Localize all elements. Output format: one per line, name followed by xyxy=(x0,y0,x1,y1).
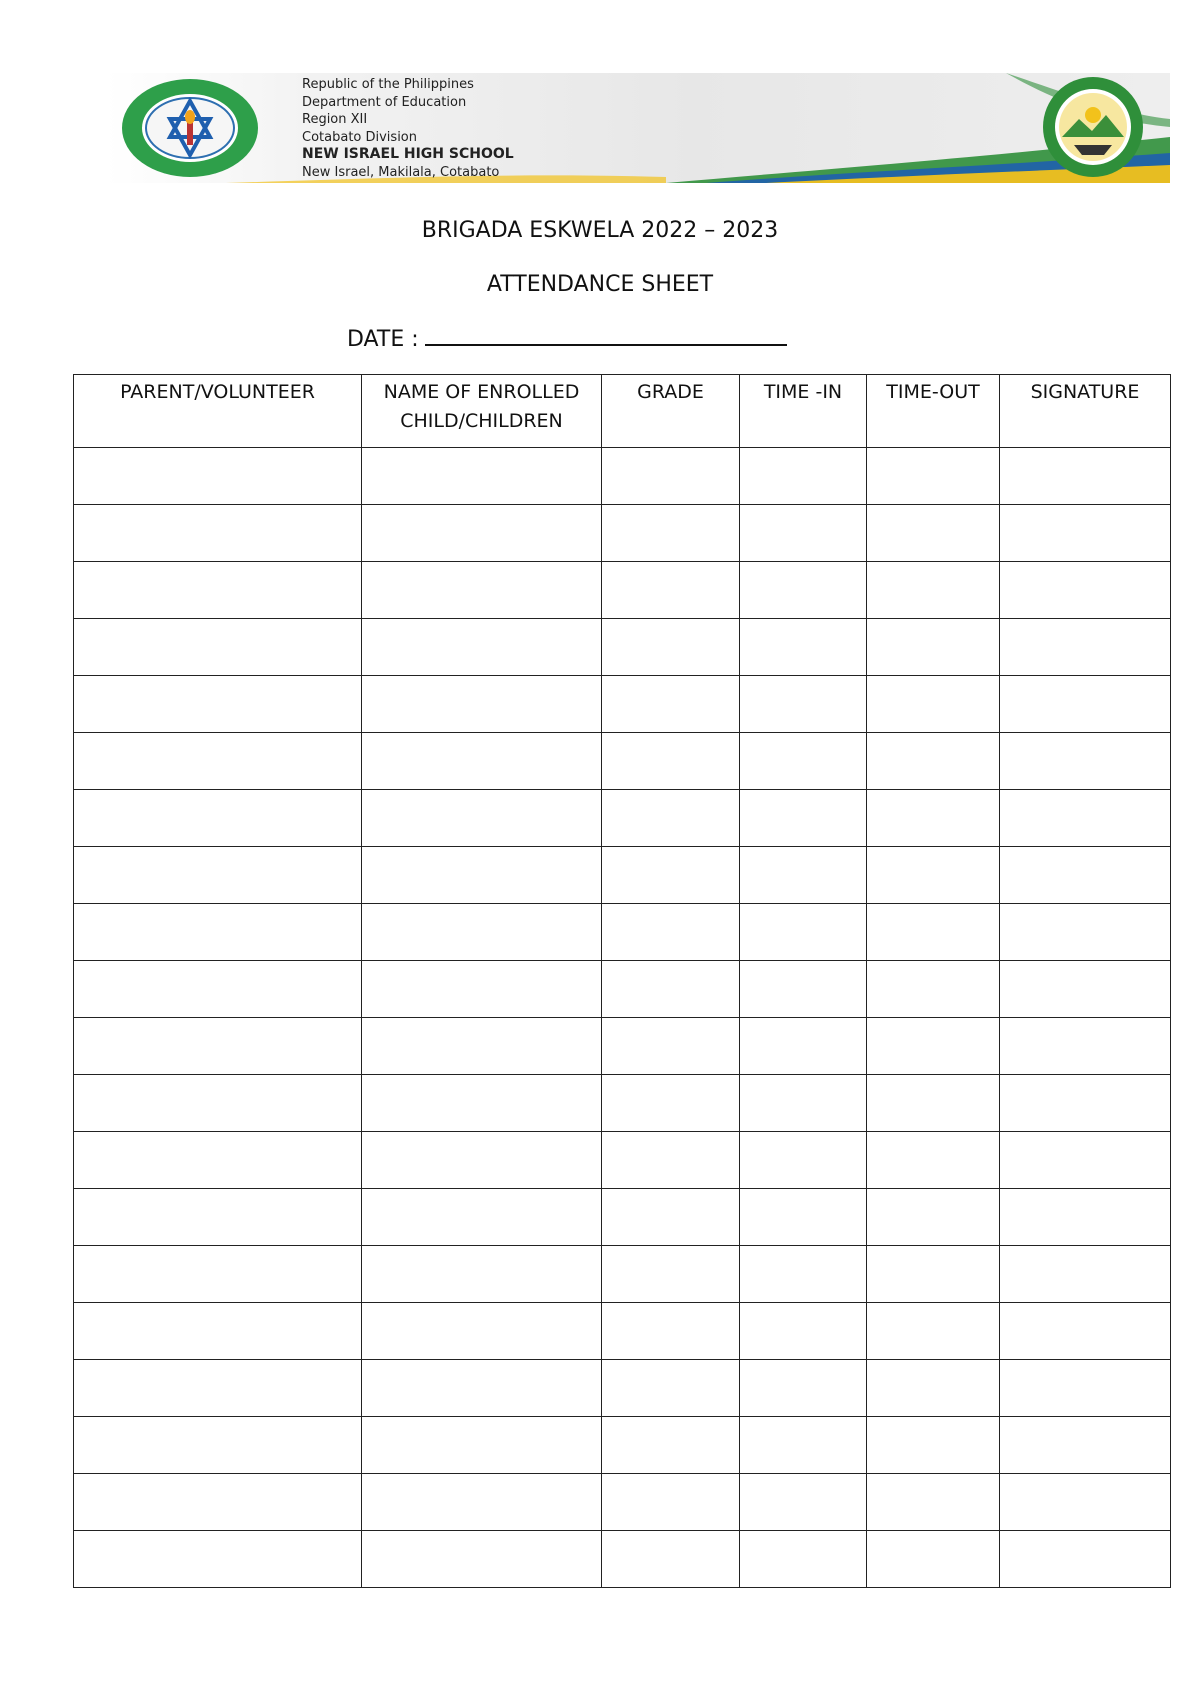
header-banner xyxy=(106,73,1170,183)
table-body xyxy=(74,448,1171,1588)
table-cell[interactable] xyxy=(362,790,602,847)
table-cell[interactable] xyxy=(1000,1075,1171,1132)
table-cell[interactable] xyxy=(867,1417,1000,1474)
header-republic: Republic of the Philippines xyxy=(302,77,474,92)
table-cell[interactable] xyxy=(602,1075,740,1132)
table-row xyxy=(74,1531,1171,1588)
table-cell[interactable] xyxy=(362,1246,602,1303)
table-cell[interactable] xyxy=(740,676,867,733)
table-cell[interactable] xyxy=(74,1303,362,1360)
table-cell[interactable] xyxy=(74,1531,362,1588)
table-cell[interactable] xyxy=(362,1417,602,1474)
table-cell[interactable] xyxy=(74,1360,362,1417)
table-cell[interactable] xyxy=(867,1474,1000,1531)
table-header-row xyxy=(74,375,1171,448)
table-cell[interactable] xyxy=(867,961,1000,1018)
table-cell[interactable] xyxy=(602,1018,740,1075)
table-cell[interactable] xyxy=(602,1474,740,1531)
table-cell[interactable] xyxy=(362,1075,602,1132)
table-cell[interactable] xyxy=(362,1132,602,1189)
table-row xyxy=(74,1018,1171,1075)
table-cell[interactable] xyxy=(1000,1132,1171,1189)
table-cell[interactable] xyxy=(74,505,362,562)
table-cell[interactable] xyxy=(602,1360,740,1417)
table-row xyxy=(74,1075,1171,1132)
table-cell[interactable] xyxy=(1000,619,1171,676)
table-row xyxy=(74,1474,1171,1531)
banner-swoosh xyxy=(106,73,1170,183)
table-cell[interactable] xyxy=(867,619,1000,676)
table-cell[interactable] xyxy=(602,847,740,904)
table-cell[interactable] xyxy=(867,676,1000,733)
table-cell[interactable] xyxy=(740,1360,867,1417)
table-cell[interactable] xyxy=(1000,733,1171,790)
table-cell[interactable] xyxy=(740,1189,867,1246)
table-cell[interactable] xyxy=(74,961,362,1018)
table-cell[interactable] xyxy=(74,562,362,619)
table-row xyxy=(74,1132,1171,1189)
table-cell[interactable] xyxy=(867,733,1000,790)
table-row xyxy=(74,847,1171,904)
table-cell[interactable] xyxy=(74,1417,362,1474)
table-cell[interactable] xyxy=(1000,1360,1171,1417)
table-cell[interactable] xyxy=(1000,1531,1171,1588)
table-cell[interactable] xyxy=(1000,961,1171,1018)
table-cell[interactable] xyxy=(362,562,602,619)
table-cell[interactable] xyxy=(740,790,867,847)
table-cell[interactable] xyxy=(602,733,740,790)
table-cell[interactable] xyxy=(74,847,362,904)
table-cell[interactable] xyxy=(602,904,740,961)
table-cell[interactable] xyxy=(74,619,362,676)
table-cell[interactable] xyxy=(602,448,740,505)
table-cell[interactable] xyxy=(867,1075,1000,1132)
table-cell[interactable] xyxy=(362,961,602,1018)
header-school-name: NEW ISRAEL HIGH SCHOOL xyxy=(302,146,514,163)
table-cell[interactable] xyxy=(362,1360,602,1417)
table-cell[interactable] xyxy=(602,1246,740,1303)
table-cell[interactable] xyxy=(867,904,1000,961)
table-cell[interactable] xyxy=(602,1417,740,1474)
table-row xyxy=(74,733,1171,790)
table-cell[interactable] xyxy=(362,1474,602,1531)
table-cell[interactable] xyxy=(1000,1474,1171,1531)
table-cell[interactable] xyxy=(1000,1189,1171,1246)
table-cell[interactable] xyxy=(867,448,1000,505)
header-text-block xyxy=(302,76,514,182)
table-cell[interactable] xyxy=(740,904,867,961)
table-cell[interactable] xyxy=(740,1303,867,1360)
table-cell[interactable] xyxy=(362,1303,602,1360)
table-cell[interactable] xyxy=(1000,790,1171,847)
col-signature: SIGNATURE xyxy=(1000,375,1171,448)
table-cell[interactable] xyxy=(362,847,602,904)
table-cell[interactable] xyxy=(740,1246,867,1303)
table-cell[interactable] xyxy=(602,1132,740,1189)
table-cell[interactable] xyxy=(362,676,602,733)
table-cell[interactable] xyxy=(1000,448,1171,505)
table-cell[interactable] xyxy=(867,847,1000,904)
table-cell[interactable] xyxy=(867,1132,1000,1189)
table-cell[interactable] xyxy=(1000,676,1171,733)
table-row xyxy=(74,961,1171,1018)
table-cell[interactable] xyxy=(362,733,602,790)
table-cell[interactable] xyxy=(362,1531,602,1588)
table-cell[interactable] xyxy=(74,904,362,961)
table-cell[interactable] xyxy=(74,1132,362,1189)
table-row xyxy=(74,505,1171,562)
col-grade: GRADE xyxy=(602,375,740,448)
header-region: Region XII xyxy=(302,112,368,128)
table-cell[interactable] xyxy=(602,505,740,562)
table-cell[interactable] xyxy=(74,1189,362,1246)
table-cell[interactable] xyxy=(362,904,602,961)
table-cell[interactable] xyxy=(74,733,362,790)
header-department: Department of Education xyxy=(302,94,467,110)
date-field xyxy=(347,326,787,352)
table-cell[interactable] xyxy=(740,562,867,619)
table-cell[interactable] xyxy=(740,1474,867,1531)
table-cell[interactable] xyxy=(602,619,740,676)
col-time-out: TIME-OUT xyxy=(867,375,1000,448)
school-seal-logo xyxy=(120,77,260,179)
table-cell[interactable] xyxy=(867,1303,1000,1360)
table-cell[interactable] xyxy=(867,1360,1000,1417)
table-cell[interactable] xyxy=(602,1531,740,1588)
table-cell[interactable] xyxy=(74,1246,362,1303)
col-enrolled-child: NAME OF ENROLLED CHILD/CHILDREN xyxy=(362,375,602,448)
document-title: BRIGADA ESKWELA 2022 – 2023 xyxy=(421,218,779,243)
table-cell[interactable] xyxy=(74,448,362,505)
table-row xyxy=(74,1303,1171,1360)
table-cell[interactable] xyxy=(362,505,602,562)
table-row xyxy=(74,1246,1171,1303)
table-cell[interactable] xyxy=(1000,562,1171,619)
table-cell[interactable] xyxy=(867,1189,1000,1246)
table-cell[interactable] xyxy=(602,961,740,1018)
table-cell[interactable] xyxy=(867,1531,1000,1588)
table-row xyxy=(74,619,1171,676)
table-cell[interactable] xyxy=(867,562,1000,619)
table-row xyxy=(74,1417,1171,1474)
table-cell[interactable] xyxy=(740,448,867,505)
table-cell[interactable] xyxy=(740,733,867,790)
table-cell[interactable] xyxy=(362,619,602,676)
attendance-table xyxy=(73,374,1171,1588)
col-time-in: TIME -IN xyxy=(740,375,867,448)
table-cell[interactable] xyxy=(867,1246,1000,1303)
table-cell[interactable] xyxy=(867,1018,1000,1075)
header-division: Cotabato Division xyxy=(302,129,418,145)
date-label: DATE : xyxy=(347,327,419,352)
table-row xyxy=(74,562,1171,619)
table-row xyxy=(74,790,1171,847)
header-address: New Israel, Makilala, Cotabato xyxy=(302,164,500,180)
table-cell[interactable] xyxy=(1000,1417,1171,1474)
table-cell[interactable] xyxy=(362,448,602,505)
table-cell[interactable] xyxy=(602,562,740,619)
table-cell[interactable] xyxy=(74,1474,362,1531)
col-parent-volunteer: PARENT/VOLUNTEER xyxy=(74,375,362,448)
table-cell[interactable] xyxy=(740,1132,867,1189)
table-cell[interactable] xyxy=(867,505,1000,562)
table-cell[interactable] xyxy=(1000,904,1171,961)
table-cell[interactable] xyxy=(740,1018,867,1075)
table-cell[interactable] xyxy=(74,1075,362,1132)
table-cell[interactable] xyxy=(740,961,867,1018)
table-cell[interactable] xyxy=(1000,1303,1171,1360)
table-cell[interactable] xyxy=(74,790,362,847)
table-cell[interactable] xyxy=(1000,1246,1171,1303)
table-cell[interactable] xyxy=(1000,505,1171,562)
table-cell[interactable] xyxy=(1000,1018,1171,1075)
table-row xyxy=(74,904,1171,961)
table-cell[interactable] xyxy=(740,1075,867,1132)
table-cell[interactable] xyxy=(602,790,740,847)
table-cell[interactable] xyxy=(362,1189,602,1246)
table-cell[interactable] xyxy=(740,505,867,562)
table-row xyxy=(74,1360,1171,1417)
table-row xyxy=(74,448,1171,505)
table-cell[interactable] xyxy=(602,1189,740,1246)
table-cell[interactable] xyxy=(74,1018,362,1075)
table-cell[interactable] xyxy=(362,1018,602,1075)
table-row xyxy=(74,676,1171,733)
table-cell[interactable] xyxy=(602,1303,740,1360)
table-cell[interactable] xyxy=(1000,847,1171,904)
date-blank-line[interactable] xyxy=(425,326,787,346)
table-cell[interactable] xyxy=(74,676,362,733)
document-subtitle: ATTENDANCE SHEET xyxy=(486,272,714,297)
table-cell[interactable] xyxy=(740,1417,867,1474)
table-row xyxy=(74,1189,1171,1246)
table-cell[interactable] xyxy=(740,1531,867,1588)
table-cell[interactable] xyxy=(867,790,1000,847)
table-cell[interactable] xyxy=(740,847,867,904)
table-cell[interactable] xyxy=(602,676,740,733)
division-seal-logo xyxy=(1034,75,1152,179)
table-cell[interactable] xyxy=(740,619,867,676)
